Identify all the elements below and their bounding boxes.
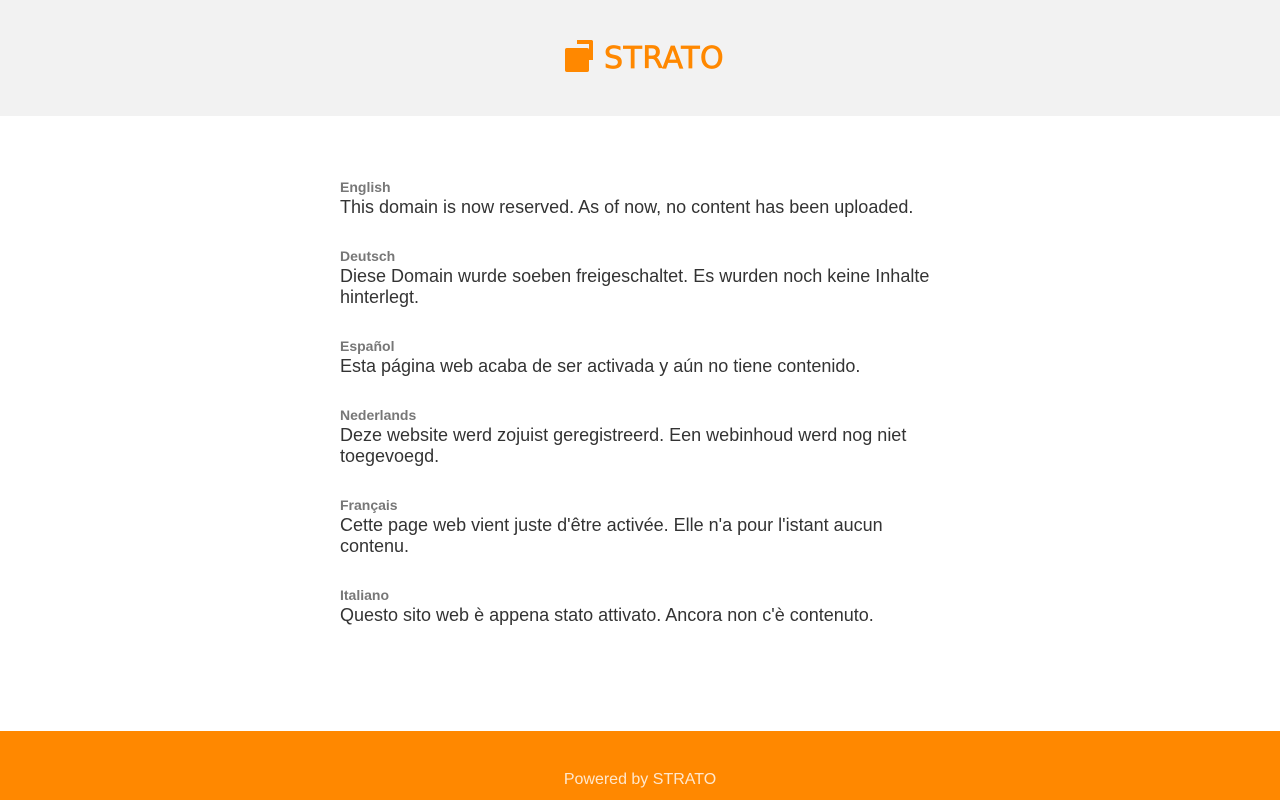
message-nederlands [340, 407, 940, 467]
powered-by-label: Powered by [563, 771, 649, 788]
language-label: Italiano [340, 587, 390, 603]
powered-by [0, 771, 1280, 789]
logo-text: STRATO [604, 41, 725, 76]
message-text: Deze website werd zojuist geregistreerd. Een webinhoud werd nog niet toegevoegd. [340, 425, 907, 466]
language-label: Deutsch [340, 248, 396, 264]
language-label: Nederlands [340, 407, 417, 423]
message-espanol [340, 338, 940, 377]
message-english [340, 179, 940, 218]
message-text: Diese Domain wurde soeben freigeschaltet. Es wurden noch keine Inhalte hinterlegt. [340, 266, 930, 307]
message-deutsch [340, 248, 940, 308]
language-label: Español [340, 338, 395, 354]
page-footer [0, 731, 1280, 800]
strato-logo[interactable] [565, 40, 724, 74]
message-text: Cette page web vient juste d'être activée. Elle n'a pour l'istant aucun contenu. [340, 515, 883, 556]
message-text: Questo sito web è appena stato attivato. Ancora non c'è contenuto. [340, 605, 874, 625]
page-header [0, 0, 1280, 116]
message-text: This domain is now reserved. As of now, no content has been uploaded. [340, 197, 914, 217]
language-label: English [340, 179, 391, 195]
message-text: Esta página web acaba de ser activada y aún no tiene contenido. [340, 356, 861, 376]
message-italiano [340, 587, 940, 626]
strato-logo-icon [565, 40, 597, 72]
language-label: Français [340, 497, 398, 513]
message-francais [340, 497, 940, 557]
message-list [340, 179, 940, 656]
powered-by-strato-link[interactable]: STRATO [652, 771, 717, 788]
